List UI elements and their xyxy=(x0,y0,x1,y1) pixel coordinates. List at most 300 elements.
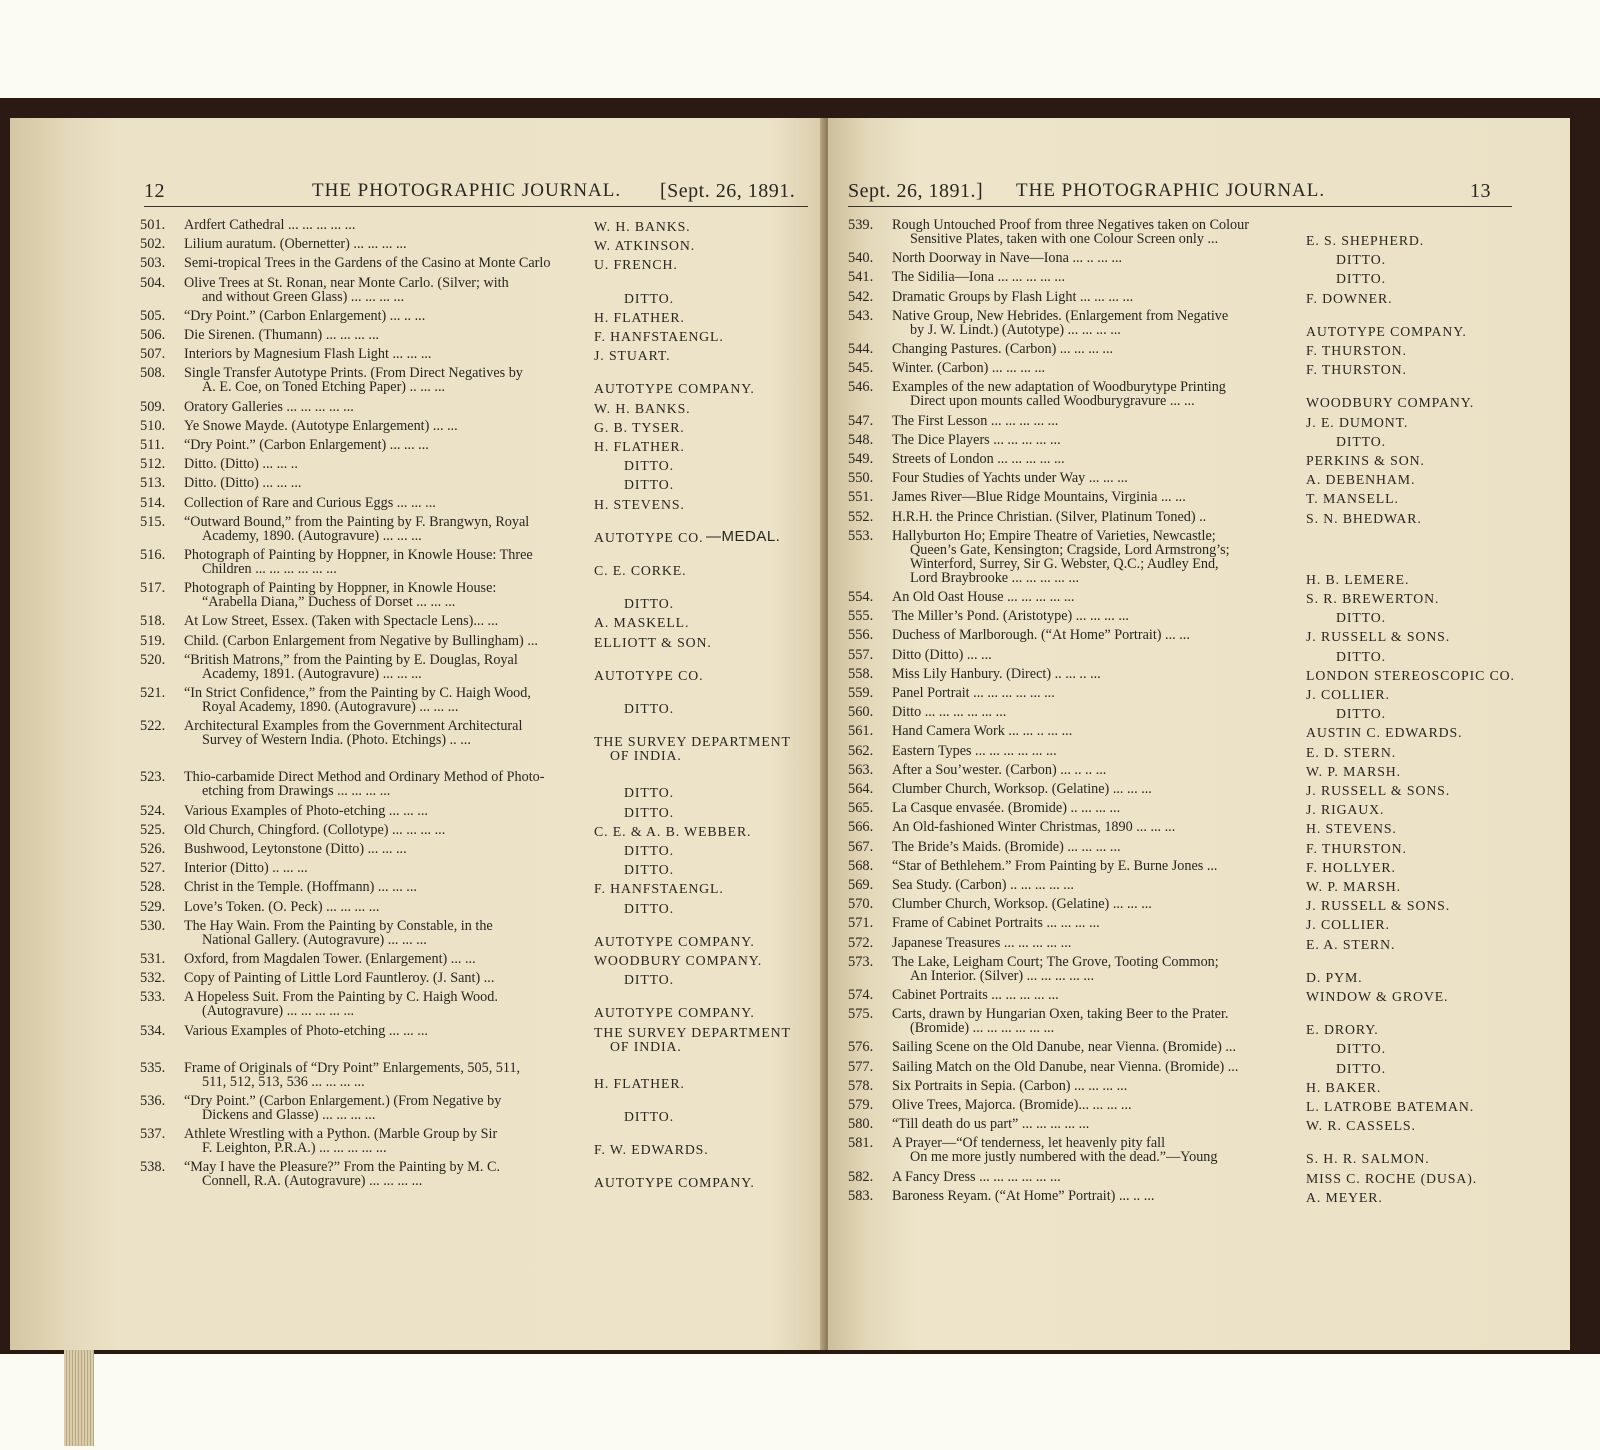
entry-description-line: Four Studies of Yachts under Way ... ... ... xyxy=(892,470,1128,487)
entry-description-line: Clumber Church, Worksop. (Gelatine) ... ... ... xyxy=(892,896,1152,913)
entry-contributor: F. DOWNER. xyxy=(1306,290,1393,306)
entry-description xyxy=(184,515,529,543)
entry-description-line: Queen’s Gate, Kensington; Cragside, Lord Armstrong’s; xyxy=(910,541,1230,558)
entry-contributor: J. COLLIER. xyxy=(1306,687,1390,702)
entry-contributor: AUTOTYPE COMPANY. xyxy=(594,1175,755,1191)
entry-description xyxy=(184,653,518,681)
entry-contributor: DITTO. xyxy=(1336,1060,1386,1076)
entry-contributor: W. H. BANKS. xyxy=(594,400,691,416)
entry-description-line: “Dry Point.” (Carbon Enlargement.) (From Negative by xyxy=(184,1093,502,1109)
entry-description-line: On me more justly numbered with the dead.”—Young xyxy=(910,1149,1218,1166)
entry-description xyxy=(184,347,431,361)
entry-contributor: DITTO. xyxy=(624,862,674,878)
entry-contributor: WOODBURY COMPANY. xyxy=(1306,395,1475,411)
entry-description xyxy=(892,342,1113,356)
entry-contributor: WOODBURY COMPANY. xyxy=(594,953,763,968)
entry-number: 563. xyxy=(848,761,874,778)
left-page xyxy=(10,118,826,1350)
entry-description xyxy=(184,686,531,714)
entry-number: 541. xyxy=(848,269,874,286)
page-number-left: 12 xyxy=(144,180,165,202)
entry-description xyxy=(184,823,445,837)
entry-description-line: Changing Pastures. (Carbon) ... ... ... ... xyxy=(892,341,1114,357)
entry-number: 521. xyxy=(140,685,166,701)
entry-number: 515. xyxy=(140,513,166,530)
entry-description-line: Carts, drawn by Hungarian Oxen, taking Beer to the Prater. xyxy=(892,1006,1229,1023)
entry-description-line: “Dry Point.” (Carbon Enlargement) ... .. ... xyxy=(184,307,426,324)
entry-contributor: G. B. TYSER. xyxy=(594,419,685,435)
entry-number: 503. xyxy=(140,255,166,272)
entry-number: 508. xyxy=(140,365,166,382)
entry-contributor: DITTO. xyxy=(1336,271,1386,287)
entry-description-line: Interior (Ditto) .. ... ... xyxy=(184,860,308,877)
entry-description xyxy=(892,414,1058,428)
entry-description-line: The Lake, Leigham Court; The Grove, Tooting Common; xyxy=(892,953,1219,970)
entry-description-line: “British Matrons,” from the Painting by E. Douglas, Royal xyxy=(184,651,518,668)
entry-description-line: Various Examples of Photo-etching ... ... ... xyxy=(184,802,428,819)
entry-description xyxy=(184,990,498,1018)
entry-contributor: T. MANSELL. xyxy=(1306,491,1399,507)
entry-number: 549. xyxy=(848,451,874,467)
entry-number: 539. xyxy=(848,217,874,233)
entry-contributor: MISS C. ROCHE (DUSA). xyxy=(1306,1170,1478,1186)
entry-description-line: Japanese Treasures ... ... ... ... ... xyxy=(892,934,1072,951)
entry-description-line: Miss Lily Hanbury. (Direct) .. ... .. ... xyxy=(892,665,1101,682)
entry-description-line: etching from Drawings ... ... ... ... xyxy=(202,783,391,800)
entry-description-line: A Hopeless Suit. From the Painting by C. Haigh Wood. xyxy=(184,989,498,1006)
entry-description xyxy=(184,581,496,609)
entry-contributor: J. RIGAUX. xyxy=(1306,802,1385,818)
entry-contributor: DITTO. xyxy=(1336,1041,1386,1057)
entry-description-line: Interiors by Magnesium Flash Light ... ... ... xyxy=(184,346,432,363)
entry-number: 570. xyxy=(848,896,874,913)
entry-description xyxy=(892,1060,1238,1074)
entry-description-line: James River—Blue Ridge Mountains, Virginia ... ... xyxy=(892,489,1186,506)
entry-description xyxy=(892,609,1129,623)
entry-contributor: F. HANFSTAENGL. xyxy=(594,329,724,344)
entry-contributor: C. E. CORKE. xyxy=(594,563,687,578)
entry-contributor: F. HANFSTAENGL. xyxy=(594,881,724,897)
entry-description-line: “Outward Bound,” from the Painting by F. Brangwyn, Royal xyxy=(184,513,530,530)
entry-contributor: A. MASKELL. xyxy=(594,615,690,631)
entry-description-line: Academy, 1891. (Autogravure) ... ... ... xyxy=(202,665,422,682)
entry-contributor: AUTOTYPE CO. xyxy=(594,529,704,545)
entry-description-line: La Casque envasée. (Bromide) .. ... ... ... xyxy=(892,800,1121,817)
entry-number: 569. xyxy=(848,877,874,893)
entry-description xyxy=(892,1170,1061,1184)
entry-number: 578. xyxy=(848,1077,874,1094)
entry-contributor: DITTO. xyxy=(1336,648,1386,664)
entry-description-line: and without Green Glass) ... ... ... ... xyxy=(202,288,405,305)
entry-description xyxy=(184,438,429,452)
entry-number: 504. xyxy=(140,274,166,291)
entry-description-line: “Arabella Diana,” Duchess of Dorset ... ... ... xyxy=(202,594,456,611)
entry-number: 556. xyxy=(848,627,874,644)
entry-description-line: Ditto (Ditto) ... ... xyxy=(892,646,992,663)
entry-number: 511. xyxy=(140,437,165,453)
entry-number: 527. xyxy=(140,860,166,877)
entry-number: 561. xyxy=(848,723,874,740)
entry-contributor: DITTO. xyxy=(624,458,674,474)
page-number-right: 13 xyxy=(1470,180,1491,202)
entry-contributor: A. DEBENHAM. xyxy=(1306,472,1416,488)
entry-number: 581. xyxy=(848,1135,874,1152)
entry-description-line: Academy, 1890. (Autogravure) ... ... ... xyxy=(202,527,422,544)
entry-description-line: The Hay Wain. From the Painting by Constable, in the xyxy=(184,917,493,934)
entry-number: 583. xyxy=(848,1187,874,1204)
entry-number: 514. xyxy=(140,494,166,511)
entry-number: 501. xyxy=(140,217,166,233)
entry-description xyxy=(892,820,1175,834)
entry-description-line: Sailing Match on the Old Danube, near Vienna. (Bromide) ... xyxy=(892,1058,1239,1075)
medal-note: —MEDAL. xyxy=(706,527,781,545)
entry-description xyxy=(184,952,476,966)
entry-description-line: “Till death do us part” ... ... ... ... ... xyxy=(892,1116,1090,1133)
entry-description-line: Semi-tropical Trees in the Gardens of the Casino at Monte Carlo xyxy=(184,255,551,272)
entry-description xyxy=(892,801,1120,815)
entry-description xyxy=(892,380,1226,408)
entry-contributor: F. THURSTON. xyxy=(1306,362,1407,378)
entry-number: 551. xyxy=(848,489,874,506)
entry-number: 519. xyxy=(140,632,166,649)
entry-number: 537. xyxy=(140,1126,166,1143)
entry-description xyxy=(892,471,1128,485)
entry-contributor: J. STUART. xyxy=(594,348,671,364)
entry-description xyxy=(892,1136,1217,1164)
entry-description-line: Connell, R.A. (Autogravure) ... ... ... ... xyxy=(202,1173,423,1190)
entry-contributor: DITTO. xyxy=(624,785,674,801)
entry-number: 523. xyxy=(140,769,166,786)
entry-number: 573. xyxy=(848,953,874,970)
entry-contributor: W. R. CASSELS. xyxy=(1306,1118,1416,1134)
entry-description xyxy=(184,457,298,471)
entry-description-line: Ditto. (Ditto) ... ... ... xyxy=(184,475,302,492)
entry-description xyxy=(184,842,407,856)
entry-number: 542. xyxy=(848,288,874,305)
entry-description-line: Sensitive Plates, taken with one Colour Screen only ... xyxy=(910,231,1219,247)
entry-description-line: Cabinet Portraits ... ... ... ... ... xyxy=(892,987,1059,1003)
entry-number: 558. xyxy=(848,665,874,682)
entry-contributor: AUTOTYPE COMPANY. xyxy=(594,381,755,397)
entry-contributor: S. R. BREWERTON. xyxy=(1306,591,1440,606)
entry-description-line: H.R.H. the Prince Christian. (Silver, Platinum Toned) .. xyxy=(892,508,1207,525)
entry-contributor: S. H. R. SALMON. xyxy=(1306,1151,1430,1167)
entry-description-line: Christ in the Temple. (Hoffmann) ... ... ... xyxy=(184,879,417,896)
entry-contributor: C. E. & A. B. WEBBER. xyxy=(594,823,752,839)
entry-contributor: W. P. MARSH. xyxy=(1306,879,1402,894)
entry-description xyxy=(892,705,1006,719)
entry-description-line: Photograph of Painting by Hoppner, in Knowle House: xyxy=(184,580,497,597)
entry-contributor: E. A. STERN. xyxy=(1306,936,1396,952)
entry-number: 532. xyxy=(140,970,166,987)
entry-description-line: North Doorway in Nave—Iona ... .. ... ... xyxy=(892,250,1123,267)
entry-number: 550. xyxy=(848,470,874,487)
entry-contributor: E. S. SHEPHERD. xyxy=(1306,233,1425,248)
entry-contributor: DITTO. xyxy=(624,843,674,858)
entry-description-line: “May I have the Pleasure?” From the Painting by M. C. xyxy=(184,1159,500,1176)
entry-description xyxy=(892,724,1072,738)
entry-description xyxy=(184,880,417,894)
entry-description xyxy=(892,686,1055,700)
entry-number: 546. xyxy=(848,379,874,396)
entry-description xyxy=(892,667,1101,681)
entry-description xyxy=(184,1160,500,1188)
entry-number: 536. xyxy=(140,1093,166,1109)
entry-description-line: An Old-fashioned Winter Christmas, 1890 ... ... ... xyxy=(892,819,1176,836)
entry-description-line: Athlete Wrestling with a Python. (Marble Group by Sir xyxy=(184,1126,498,1143)
entry-description-line: Dickens and Glasse) ... ... ... ... xyxy=(202,1107,376,1123)
entry-contributor: DITTO. xyxy=(1336,610,1386,626)
entry-description-line: An Interior. (Silver) ... ... ... ... ... xyxy=(910,967,1095,984)
entry-number: 528. xyxy=(140,879,166,896)
entry-contributor: H. BAKER. xyxy=(1306,1079,1382,1095)
entry-description xyxy=(892,1040,1236,1054)
entry-description xyxy=(184,614,498,628)
entry-contributor: DITTO. xyxy=(1336,433,1386,449)
entry-number: 571. xyxy=(848,915,874,932)
entry-contributor: AUTOTYPE COMPANY. xyxy=(594,1005,755,1021)
entry-number: 553. xyxy=(848,527,874,544)
running-title-left: THE PHOTOGRAPHIC JOURNAL. xyxy=(312,180,622,201)
entry-description-line: (Bromide) ... ... ... ... ... ... xyxy=(910,1020,1055,1037)
entry-description xyxy=(892,897,1152,911)
issue-date-right: Sept. 26, 1891.] xyxy=(848,180,984,202)
entry-description-line: Ye Snowe Mayde. (Autotype Enlargement) ... ... xyxy=(184,417,458,434)
entry-number: 557. xyxy=(848,646,874,663)
entry-description xyxy=(184,476,301,490)
entry-number: 565. xyxy=(848,800,874,817)
entry-description xyxy=(892,361,1045,375)
entry-number: 538. xyxy=(140,1159,166,1176)
entry-description-line: The Miller’s Pond. (Aristotype) ... ... ... ... xyxy=(892,608,1129,625)
entry-contributor: J. RUSSELL & SONS. xyxy=(1306,629,1451,645)
entry-description xyxy=(892,878,1074,892)
entry-contributor: H. STEVENS. xyxy=(594,496,685,512)
entry-number: 582. xyxy=(848,1168,874,1185)
entry-contributor: THE SURVEY DEPARTMENT xyxy=(594,1024,791,1040)
entry-contributor: AUTOTYPE COMPANY. xyxy=(594,933,755,949)
entry-description-line: Bushwood, Leytonstone (Ditto) ... ... ... xyxy=(184,841,407,857)
entry-number: 516. xyxy=(140,547,166,563)
entry-contributor: H. B. LEMERE. xyxy=(1306,571,1410,587)
entry-number: 568. xyxy=(848,857,874,874)
entry-description xyxy=(184,1127,497,1155)
entry-number: 512. xyxy=(140,456,166,473)
entry-description-line: Frame of Cabinet Portraits ... ... ... ... xyxy=(892,915,1100,932)
entry-contributor: H. FLATHER. xyxy=(594,309,685,325)
entry-contributor: DITTO. xyxy=(624,290,674,306)
entry-description-line: Child. (Carbon Enlargement from Negative by Bullingham) ... xyxy=(184,632,538,649)
entry-contributor: J. RUSSELL & SONS. xyxy=(1306,783,1451,798)
entry-number: 544. xyxy=(848,341,874,357)
entry-description xyxy=(184,804,428,818)
entry-description-line: Native Group, New Hebrides. (Enlargement from Negative xyxy=(892,307,1229,324)
entry-description-line: The Dice Players ... ... ... ... ... xyxy=(892,431,1061,448)
entry-number: 567. xyxy=(848,838,874,855)
entry-description-line: Ardfert Cathedral ... ... ... ... ... xyxy=(184,217,356,233)
entry-description-line: “In Strict Confidence,” from the Painting by C. Haigh Wood, xyxy=(184,685,531,701)
entry-description-line: Love’s Token. (O. Peck) ... ... ... ... xyxy=(184,898,380,915)
entry-contributor: DITTO. xyxy=(624,804,674,820)
entry-description xyxy=(892,916,1100,930)
entry-description xyxy=(184,1061,520,1089)
entry-description-line: Dramatic Groups by Flash Light ... ... ... ... xyxy=(892,288,1134,305)
entry-description xyxy=(892,936,1071,950)
entry-description-line: Lord Braybrooke ... ... ... ... ... xyxy=(910,569,1080,586)
entry-description xyxy=(892,1117,1089,1131)
entry-contributor: J. COLLIER. xyxy=(1306,917,1390,933)
entry-contributor: PERKINS & SON. xyxy=(1306,453,1425,468)
right-page xyxy=(828,118,1570,1350)
entry-description-line: by J. W. Lindt.) (Autotype) ... ... ... ... xyxy=(910,321,1121,338)
entry-description-line: Baroness Reyam. (“At Home” Portrait) ... .. ... xyxy=(892,1187,1155,1204)
entry-number: 566. xyxy=(848,819,874,836)
entry-description-line: Hand Camera Work ... ... .. ... ... xyxy=(892,723,1073,740)
entry-description-line: Photograph of Painting by Hoppner, in Knowle House: Three xyxy=(184,547,533,563)
entry-number: 525. xyxy=(140,821,166,838)
entry-description xyxy=(184,1094,501,1122)
entry-description xyxy=(184,900,379,914)
entry-contributor: E. D. STERN. xyxy=(1306,744,1397,760)
entry-number: 531. xyxy=(140,951,166,967)
entry-number: 575. xyxy=(848,1006,874,1023)
entry-description-line: Panel Portrait ... ... ... ... ... ... xyxy=(892,685,1055,701)
entry-number: 509. xyxy=(140,398,166,415)
entry-contributor: J. E. DUMONT. xyxy=(1306,414,1409,430)
entry-description-line: Sailing Scene on the Old Danube, near Vienna. (Bromide) ... xyxy=(892,1039,1237,1056)
entry-description-line: Hallyburton Ho; Empire Theatre of Varieties, Newcastle; xyxy=(892,527,1216,544)
entry-description xyxy=(892,218,1249,246)
entry-description-line: Duchess of Marlborough. (“At Home” Portrait) ... ... xyxy=(892,627,1190,644)
entry-number: 559. xyxy=(848,685,874,701)
entry-number: 540. xyxy=(848,250,874,267)
entry-description xyxy=(892,782,1152,796)
entry-description xyxy=(184,328,379,342)
entry-description-line: “Dry Point.” (Carbon Enlargement) ... ... ... xyxy=(184,437,429,453)
header-rule-right xyxy=(848,206,1512,207)
entry-description-line: Sea Study. (Carbon) .. ... ... ... ... xyxy=(892,877,1074,893)
entry-description-line: Rough Untouched Proof from three Negatives taken on Colour xyxy=(892,217,1249,233)
entry-description xyxy=(184,218,355,232)
entry-description-line: Direct upon mounts called Woodburygravure ... ... xyxy=(910,393,1195,410)
entry-description xyxy=(184,634,538,648)
entry-description xyxy=(892,510,1206,524)
entry-description xyxy=(892,251,1122,265)
entry-number: 555. xyxy=(848,608,874,625)
entry-description xyxy=(892,309,1228,337)
entry-number: 534. xyxy=(140,1022,166,1039)
entry-contributor: H. FLATHER. xyxy=(594,439,685,454)
entry-description-line: The First Lesson ... ... ... ... ... xyxy=(892,412,1059,429)
entry-description xyxy=(184,419,458,433)
entry-description-line: Eastern Types ... ... ... ... ... ... xyxy=(892,742,1057,759)
entry-number: 513. xyxy=(140,475,166,492)
entry-description xyxy=(184,256,550,270)
entry-description-line: 511, 512, 513, 536 ... ... ... ... xyxy=(202,1073,365,1090)
entry-contributor: DITTO. xyxy=(624,972,674,988)
entry-number: 579. xyxy=(848,1097,874,1113)
entry-contributor: F. THURSTON. xyxy=(1306,840,1407,856)
entry-number: 560. xyxy=(848,704,874,721)
entry-description-line: Clumber Church, Worksop. (Gelatine) ... ... ... xyxy=(892,781,1152,797)
entry-description-line: Olive Trees at St. Ronan, near Monte Carlo. (Silver; with xyxy=(184,274,509,291)
entry-description-line: Oratory Galleries ... ... ... ... ... xyxy=(184,398,354,415)
entry-description-line: The Bride’s Maids. (Bromide) ... ... ... ... xyxy=(892,838,1121,855)
entry-description xyxy=(184,1024,428,1038)
entry-contributor: D. PYM. xyxy=(1306,969,1363,985)
entry-description-line: Collection of Rare and Curious Eggs ... ... ... xyxy=(184,494,436,511)
entry-description xyxy=(892,1189,1154,1203)
entry-description xyxy=(184,919,493,947)
entry-number: 535. xyxy=(140,1059,166,1076)
entry-description-line: The Sidilia—Iona ... ... ... ... ... xyxy=(892,269,1065,286)
entry-number: 580. xyxy=(848,1116,874,1133)
entry-number: 517. xyxy=(140,580,166,597)
entry-number: 529. xyxy=(140,898,166,915)
entry-description-line: Six Portraits in Sepia. (Carbon) ... ... ... ... xyxy=(892,1077,1128,1094)
entry-contributor: H. STEVENS. xyxy=(1306,821,1397,837)
entry-description xyxy=(892,529,1230,585)
entry-contributor: S. N. BHEDWAR. xyxy=(1306,510,1422,526)
entry-description xyxy=(892,859,1217,873)
entry-contributor: LONDON STEREOSCOPIC CO. xyxy=(1306,667,1515,683)
entry-description-line: Die Sirenen. (Thumann) ... ... ... ... xyxy=(184,327,380,343)
entry-number: 574. xyxy=(848,987,874,1003)
entry-number: 518. xyxy=(140,613,166,630)
entry-description-line: Winterford, Surrey, Sir G. Webster, Q.C.; Audley End, xyxy=(910,555,1219,572)
entry-description-line: Children ... ... ... ... ... ... xyxy=(202,561,337,577)
entry-description xyxy=(892,590,1074,604)
entry-contributor: F. W. EDWARDS. xyxy=(594,1142,709,1158)
entry-contributor: DITTO. xyxy=(1336,706,1386,722)
entry-contributor: E. DRORY. xyxy=(1306,1022,1379,1038)
entry-description xyxy=(892,1098,1132,1112)
entry-contributor: DITTO. xyxy=(624,900,674,916)
entry-number: 522. xyxy=(140,718,166,735)
entry-description xyxy=(892,270,1065,284)
entry-description-line: Architectural Examples from the Government Architectural xyxy=(184,718,523,735)
entry-description xyxy=(892,763,1106,777)
entry-number: 510. xyxy=(140,417,166,434)
entry-description-line: Streets of London ... ... ... ... ... xyxy=(892,451,1065,467)
entry-number: 548. xyxy=(848,431,874,448)
entry-number: 533. xyxy=(140,989,166,1006)
entry-description-line: F. Leighton, P.R.A.) ... ... ... ... ... xyxy=(202,1140,387,1157)
entry-description xyxy=(184,366,523,394)
entry-description-line: At Low Street, Essex. (Taken with Spectacle Lens)... ... xyxy=(184,613,499,630)
entry-description xyxy=(184,548,533,576)
entry-number: 524. xyxy=(140,802,166,819)
entry-number: 545. xyxy=(848,360,874,377)
entry-description-line: Winter. (Carbon) ... ... ... ... xyxy=(892,360,1046,377)
entry-description-line: A Prayer—“Of tenderness, let heavenly pity fall xyxy=(892,1135,1166,1152)
entry-description-line: Various Examples of Photo-etching ... ... ... xyxy=(184,1022,428,1039)
entry-description-line: Ditto ... ... ... ... ... ... xyxy=(892,704,1007,721)
entry-description-line: Survey of Western India. (Photo. Etchings) .. ... xyxy=(202,732,471,749)
entry-contributor-line2: OF INDIA. xyxy=(610,1038,682,1054)
entry-description xyxy=(892,1007,1228,1035)
entry-description-line: A Fancy Dress ... ... ... ... ... ... xyxy=(892,1168,1061,1185)
issue-date-left: [Sept. 26, 1891. xyxy=(660,180,796,202)
entry-description-line: National Gallery. (Autogravure) ... ... ... xyxy=(202,931,427,948)
entry-description xyxy=(184,861,308,875)
entry-number: 530. xyxy=(140,917,166,934)
entry-contributor: ELLIOTT & SON. xyxy=(594,634,712,650)
entry-contributor: DITTO. xyxy=(624,701,674,716)
entry-description xyxy=(184,237,407,251)
entry-description xyxy=(892,988,1059,1002)
entry-contributor: L. LATROBE BATEMAN. xyxy=(1306,1099,1475,1114)
